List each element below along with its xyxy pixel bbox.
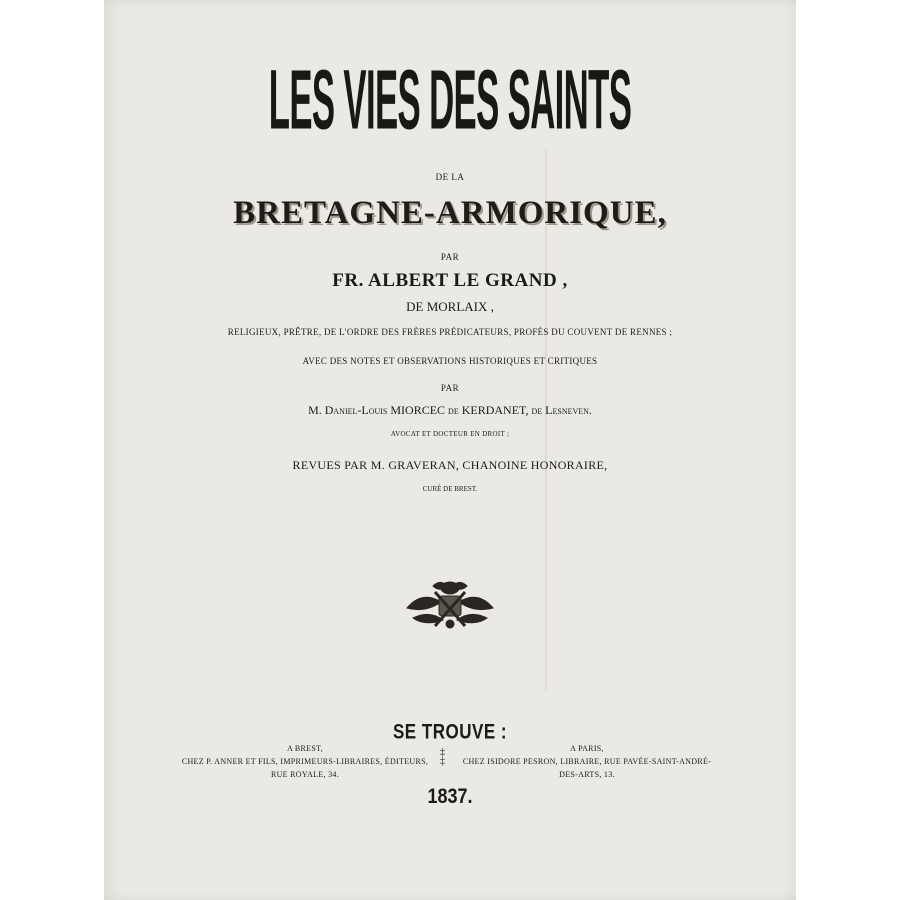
se-trouve: SE TROUVE :: [392, 719, 508, 744]
editor-title: AVOCAT ET DOCTEUR EN DROIT ;: [390, 430, 510, 438]
separator-cross-icon: ‡ ‡: [440, 747, 445, 767]
reviser-title: CURÉ DE BREST.: [422, 485, 478, 493]
book-subtitle: BRETAGNE-ARMORIQUE,: [233, 195, 667, 231]
de-la: DE LA: [435, 172, 465, 182]
brest-publisher: [180, 742, 430, 781]
author-name: FR. ALBERT LE GRAND ,: [332, 270, 568, 291]
brest-line2: RUE ROYALE, 34.: [270, 770, 340, 779]
notes-line: AVEC DES NOTES ET OBSERVATIONS HISTORIQUES ET CRITIQUES: [302, 356, 598, 366]
publication-year: 1837.: [427, 783, 473, 808]
par-author: PAR: [440, 252, 460, 262]
floral-vignette-icon: [403, 578, 497, 630]
paris-publisher: [456, 742, 718, 781]
author-description: RELIGIEUX, PRÊTRE, DE L'ORDRE DES FRÈRES PRÉDICATEURS, PROFÈS DU COUVENT DE RENNES ;: [227, 327, 673, 337]
paris-line1: CHEZ ISIDORE PESRON, LIBRAIRE, RUE PAVÉE-SAINT-ANDRÉ-: [462, 757, 712, 766]
author-origin: DE MORLAIX ,: [406, 299, 494, 314]
editor-name: M. Daniel-Louis MIORCEC de KERDANET, de Lesneven.: [308, 403, 592, 417]
paris-line2: DES-ARTS, 13.: [559, 770, 615, 779]
brest-city: A BREST,: [286, 744, 324, 753]
book-title: LES VIES DES SAINTS: [268, 52, 632, 147]
paris-city: A PARIS,: [570, 744, 604, 753]
reviser-line: REVUES PAR M. GRAVERAN, CHANOINE HONORAIRE,: [292, 458, 608, 472]
brest-line1: CHEZ P. ANNER ET FILS, IMPRIMEURS-LIBRAIRES, ÉDITEURS,: [181, 757, 429, 766]
par-editor: PAR: [440, 383, 460, 393]
